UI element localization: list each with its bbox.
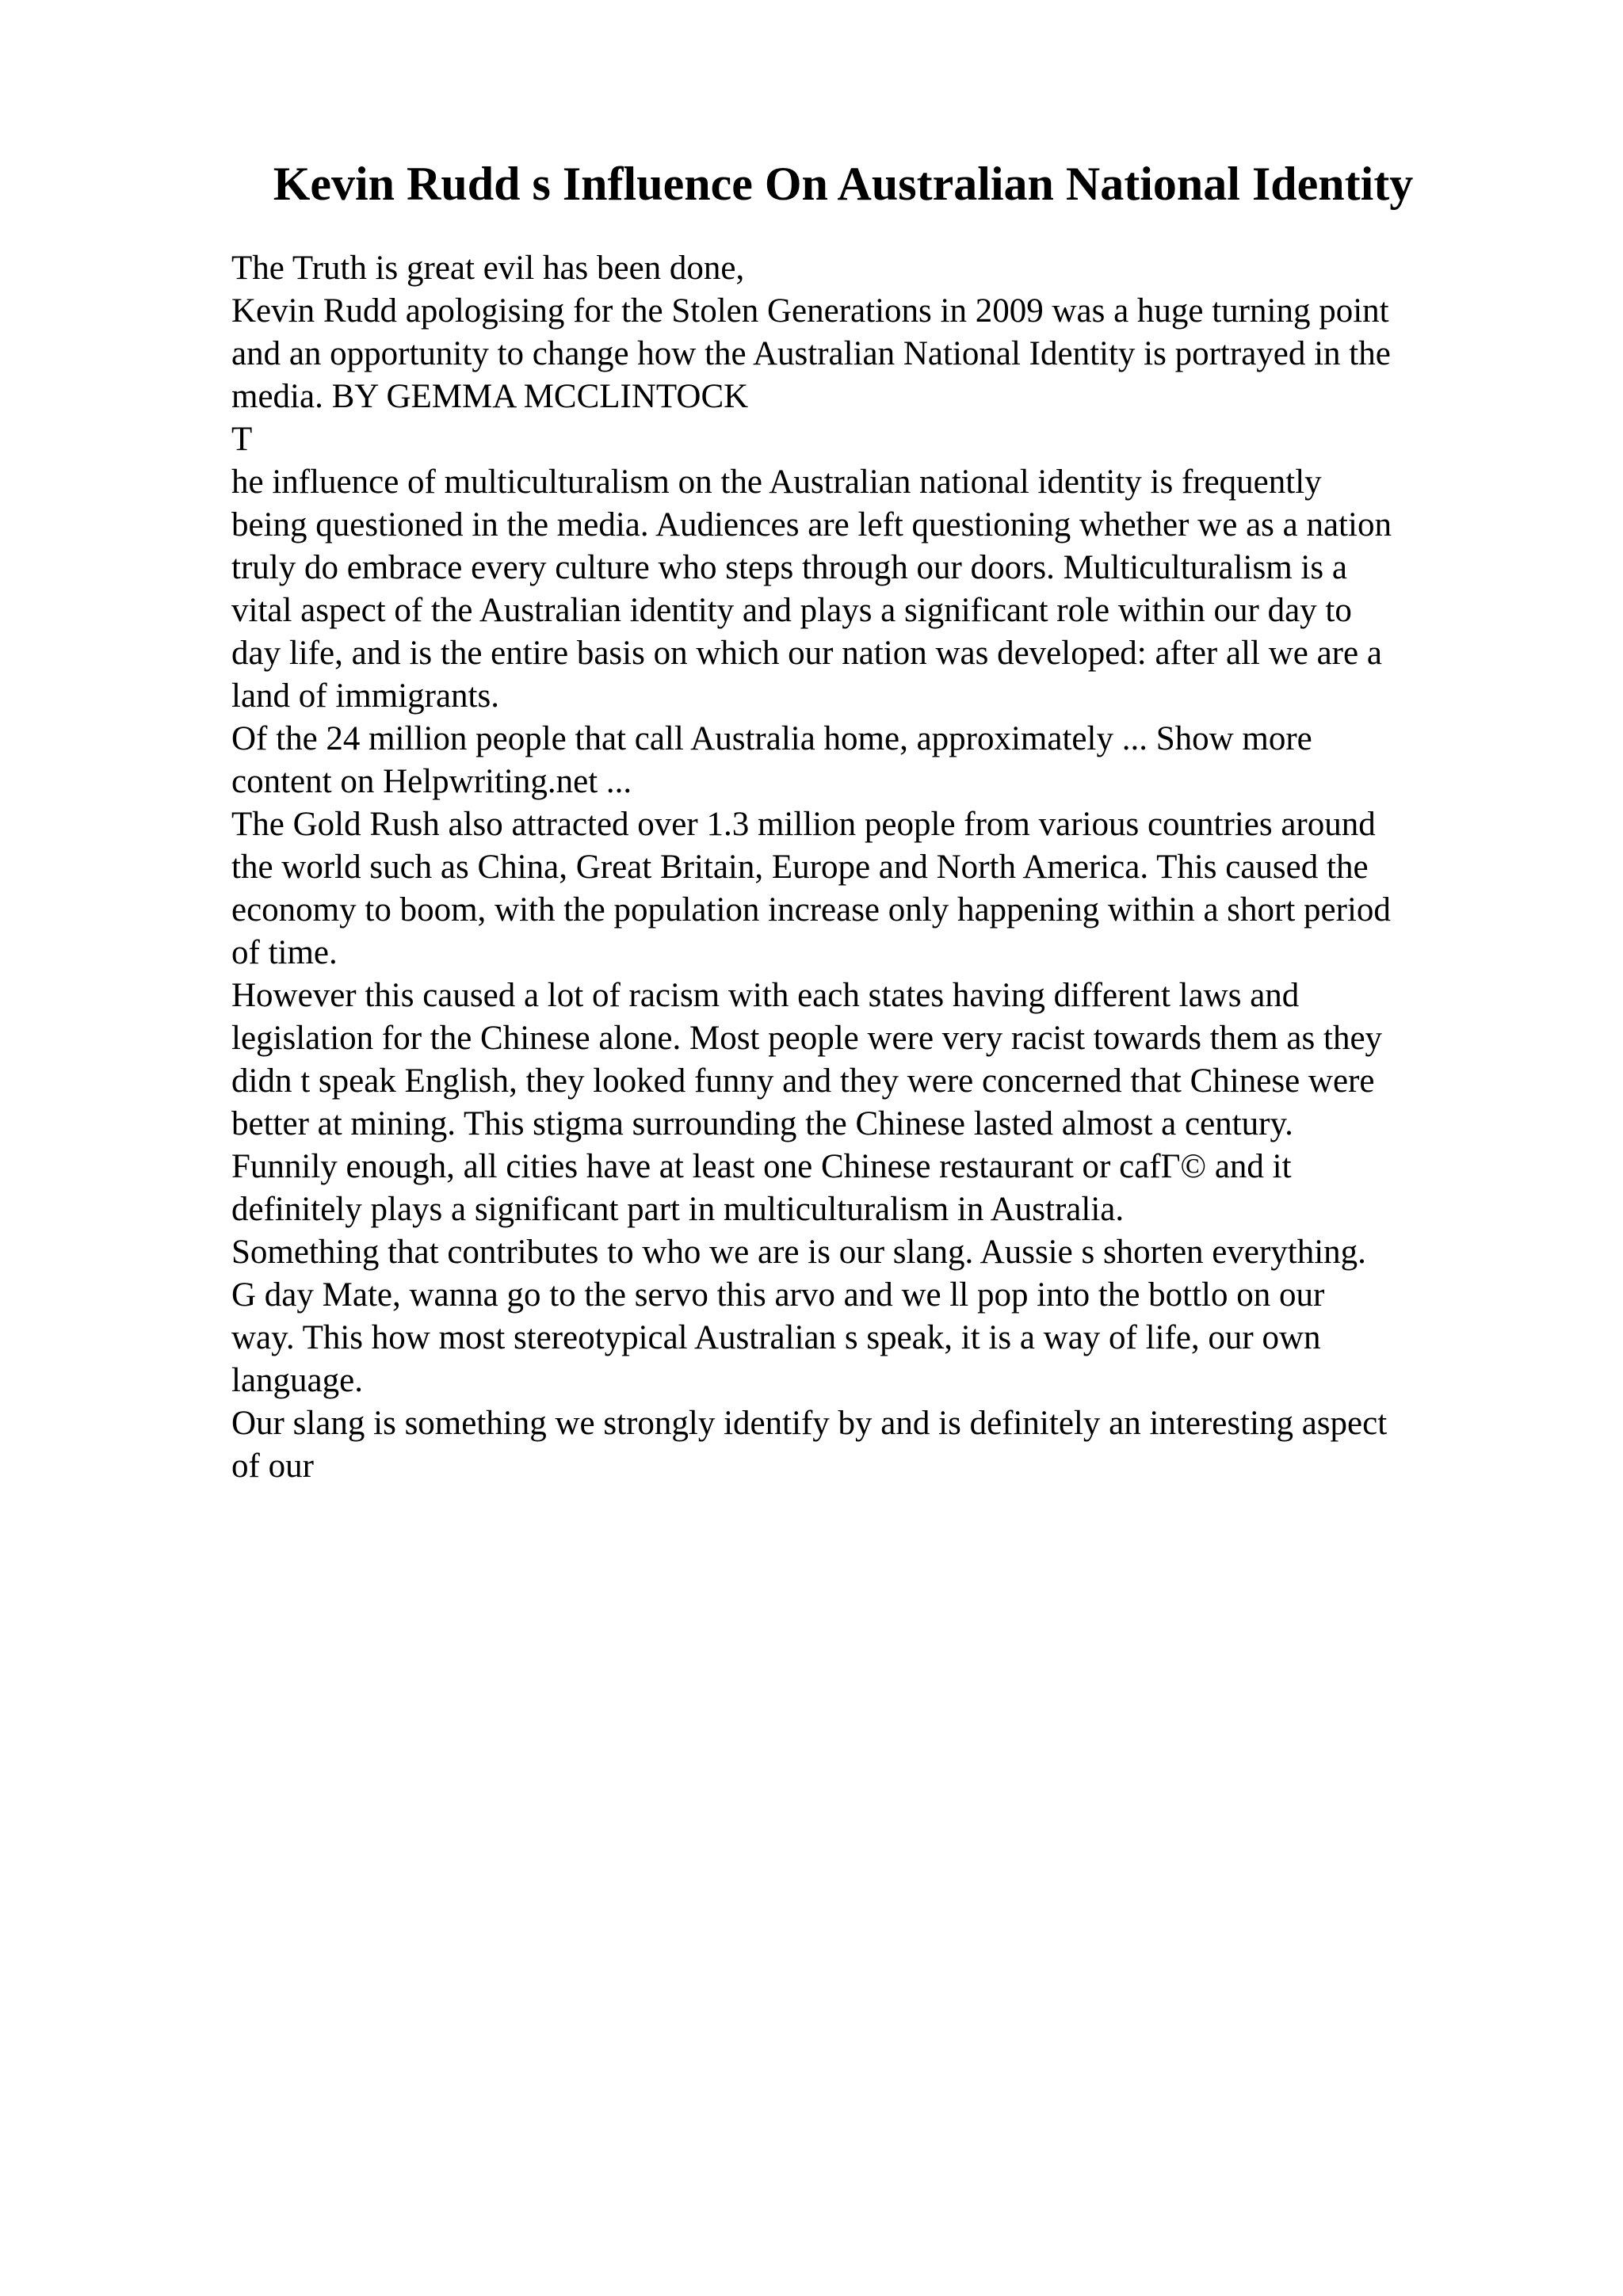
text-line: day life, and is the entire basis on which our nation was developed: after all we are a <box>231 635 1382 672</box>
text-line: Something that contributes to who we are is our slang. Aussie s shorten everything. <box>231 1234 1366 1271</box>
text-line: he influence of multiculturalism on the Australian national identity is frequently <box>231 463 1322 501</box>
document-title: Kevin Rudd s Influence On Australian National Identity <box>273 158 1414 210</box>
text-line: T <box>231 421 253 458</box>
text-line: The Gold Rush also attracted over 1.3 million people from various countries around <box>231 806 1376 843</box>
text-line: definitely plays a significant part in multiculturalism in Australia. <box>231 1191 1125 1228</box>
text-line: Of the 24 million people that call Australia home, approximately ... Show more <box>231 720 1312 757</box>
text-line: legislation for the Chinese alone. Most people were very racist towards them as they <box>231 1020 1383 1057</box>
text-line: media. BY GEMMA MCCLINTOCK <box>231 378 749 415</box>
text-line: economy to boom, with the population increase only happening within a short period <box>231 891 1391 929</box>
text-line: However this caused a lot of racism with each states having different laws and <box>231 977 1300 1014</box>
text-line: Our slang is something we strongly identify by and is definitely an interesting aspect <box>231 1405 1388 1442</box>
text-line: vital aspect of the Australian identity and plays a significant role within our day to <box>231 592 1352 629</box>
document-body <box>231 247 1515 1488</box>
text-line: of our <box>231 1447 314 1485</box>
text-line: and an opportunity to change how the Australian National Identity is portrayed in the <box>231 335 1391 372</box>
text-line: way. This how most stereotypical Australian s speak, it is a way of life, our own <box>231 1319 1321 1356</box>
text-line: Kevin Rudd apologising for the Stolen Generations in 2009 was a huge turning point <box>231 292 1389 330</box>
text-line: being questioned in the media. Audiences are left questioning whether we as a nation <box>231 506 1392 543</box>
text-line: G day Mate, wanna go to the servo this arvo and we ll pop into the bottlo on our <box>231 1276 1325 1314</box>
text-line: the world such as China, Great Britain, Europe and North America. This caused the <box>231 849 1369 886</box>
text-line: language. <box>231 1362 363 1399</box>
text-line: better at mining. This stigma surrounding the Chinese lasted almost a century. <box>231 1105 1293 1142</box>
text-line: didn t speak English, they looked funny and they were concerned that Chinese were <box>231 1062 1375 1100</box>
text-line: truly do embrace every culture who steps through our doors. Multiculturalism is a <box>231 549 1347 586</box>
text-line: of time. <box>231 934 338 971</box>
text-line: The Truth is great evil has been done, <box>231 250 745 287</box>
text-line: land of immigrants. <box>231 677 499 715</box>
text-line: content on Helpwriting.net ... <box>231 763 632 800</box>
text-line: Funnily enough, all cities have at least one Chinese restaurant or cafГ© and it <box>231 1148 1292 1185</box>
